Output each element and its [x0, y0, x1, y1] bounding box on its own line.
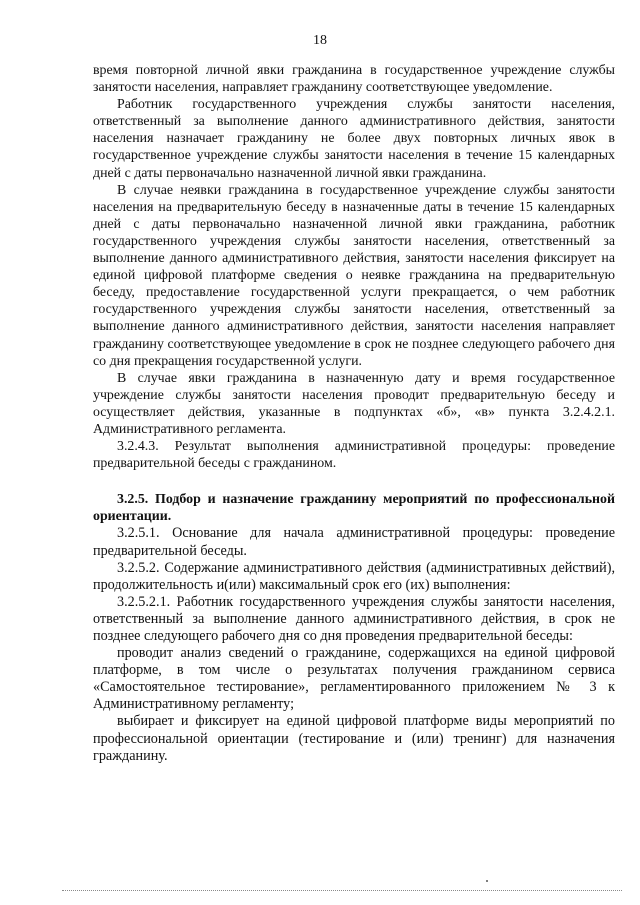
page-number: 18 — [313, 33, 327, 48]
paragraph-procedure-result: 3.2.4.3. Результат выполнения административной процедуры: проведение предварительной беседы с гражданином. — [93, 439, 615, 472]
paragraph-procedure-basis: 3.2.5.1. Основание для начала административной процедуры: проведение предварительной беседы. — [93, 525, 615, 559]
scan-speck — [486, 880, 488, 882]
paragraph-employee-duties: 3.2.5.2.1. Работник государственного учреждения службы занятости населения, ответственный за выполнение данного административного действия, в срок не позднее следующего рабочего дня со дня проведения предварительной беседы: — [93, 593, 615, 644]
paragraph-action-content: 3.2.5.2. Содержание административного действия (административных действий), продолжительность и(или) максимальный срок его (их) выполнения: — [93, 559, 615, 593]
scan-bottom-line — [62, 890, 622, 891]
paragraph-appearance: В случае явки гражданина в назначенную дату и время государственное учреждение службы занятости населения проводит предварительную беседу и осуществляет действия, указанные в подпунктах «б», «в» пункта 3.2.4.2.1. Административного регламента. — [93, 370, 615, 437]
paragraph-analysis: проводит анализ сведений о гражданине, содержащихся на единой цифровой платформе, в том числе о результатах получения гражданином сервиса «Самостоятельное тестирование», регламентированного приложением № 3 к Административному регламенту; — [93, 645, 615, 713]
paragraph-continuation: время повторной личной явки гражданина в государственное учреждение службы занятости населения, направляет гражданину соответствующее уведомление. — [93, 63, 615, 96]
section-heading-3-2-5: 3.2.5. Подбор и назначение гражданину мероприятий по профессиональной ориентации. — [93, 492, 615, 525]
section-3-2-5-body — [93, 525, 615, 764]
document-body — [93, 62, 615, 765]
paragraph-selection: выбирает и фиксирует на единой цифровой платформе виды мероприятий по профессиональной ориентации (тестирование и (или) тренинг) для назначения гражданину. — [93, 713, 615, 764]
paragraph-repeat-visits: Работник государственного учреждения службы занятости населения, ответственный за выполнение данного административного действия, занятости населения назначает гражданину не более двух повторных личных явок в государственное учреждение службы занятости населения в течение 15 календарных дней с даты первоначально назначенной личной явки гражданина. — [93, 97, 615, 181]
paragraph-non-appearance: В случае неявки гражданина в государственное учреждение службы занятости населения на предварительную беседу в назначенные даты в течение 15 календарных дней с даты первоначально назначенной личной явки гражданина, работник государственного учреждения службы занятости населения, ответственный за выполнение данного административного действия, занятости населения фиксирует на единой цифровой платформе сведения о неявке гражданина на предварительную беседу, предоставление государственной услуги прекращается, о чем работник государственного учреждения службы занятости населения, ответственный за выполнение данного административного действия, занятости населения направляет гражданину соответствующее уведомление в срок не позднее следующего рабочего дня со дня прекращения государственной услуги. — [93, 182, 615, 369]
